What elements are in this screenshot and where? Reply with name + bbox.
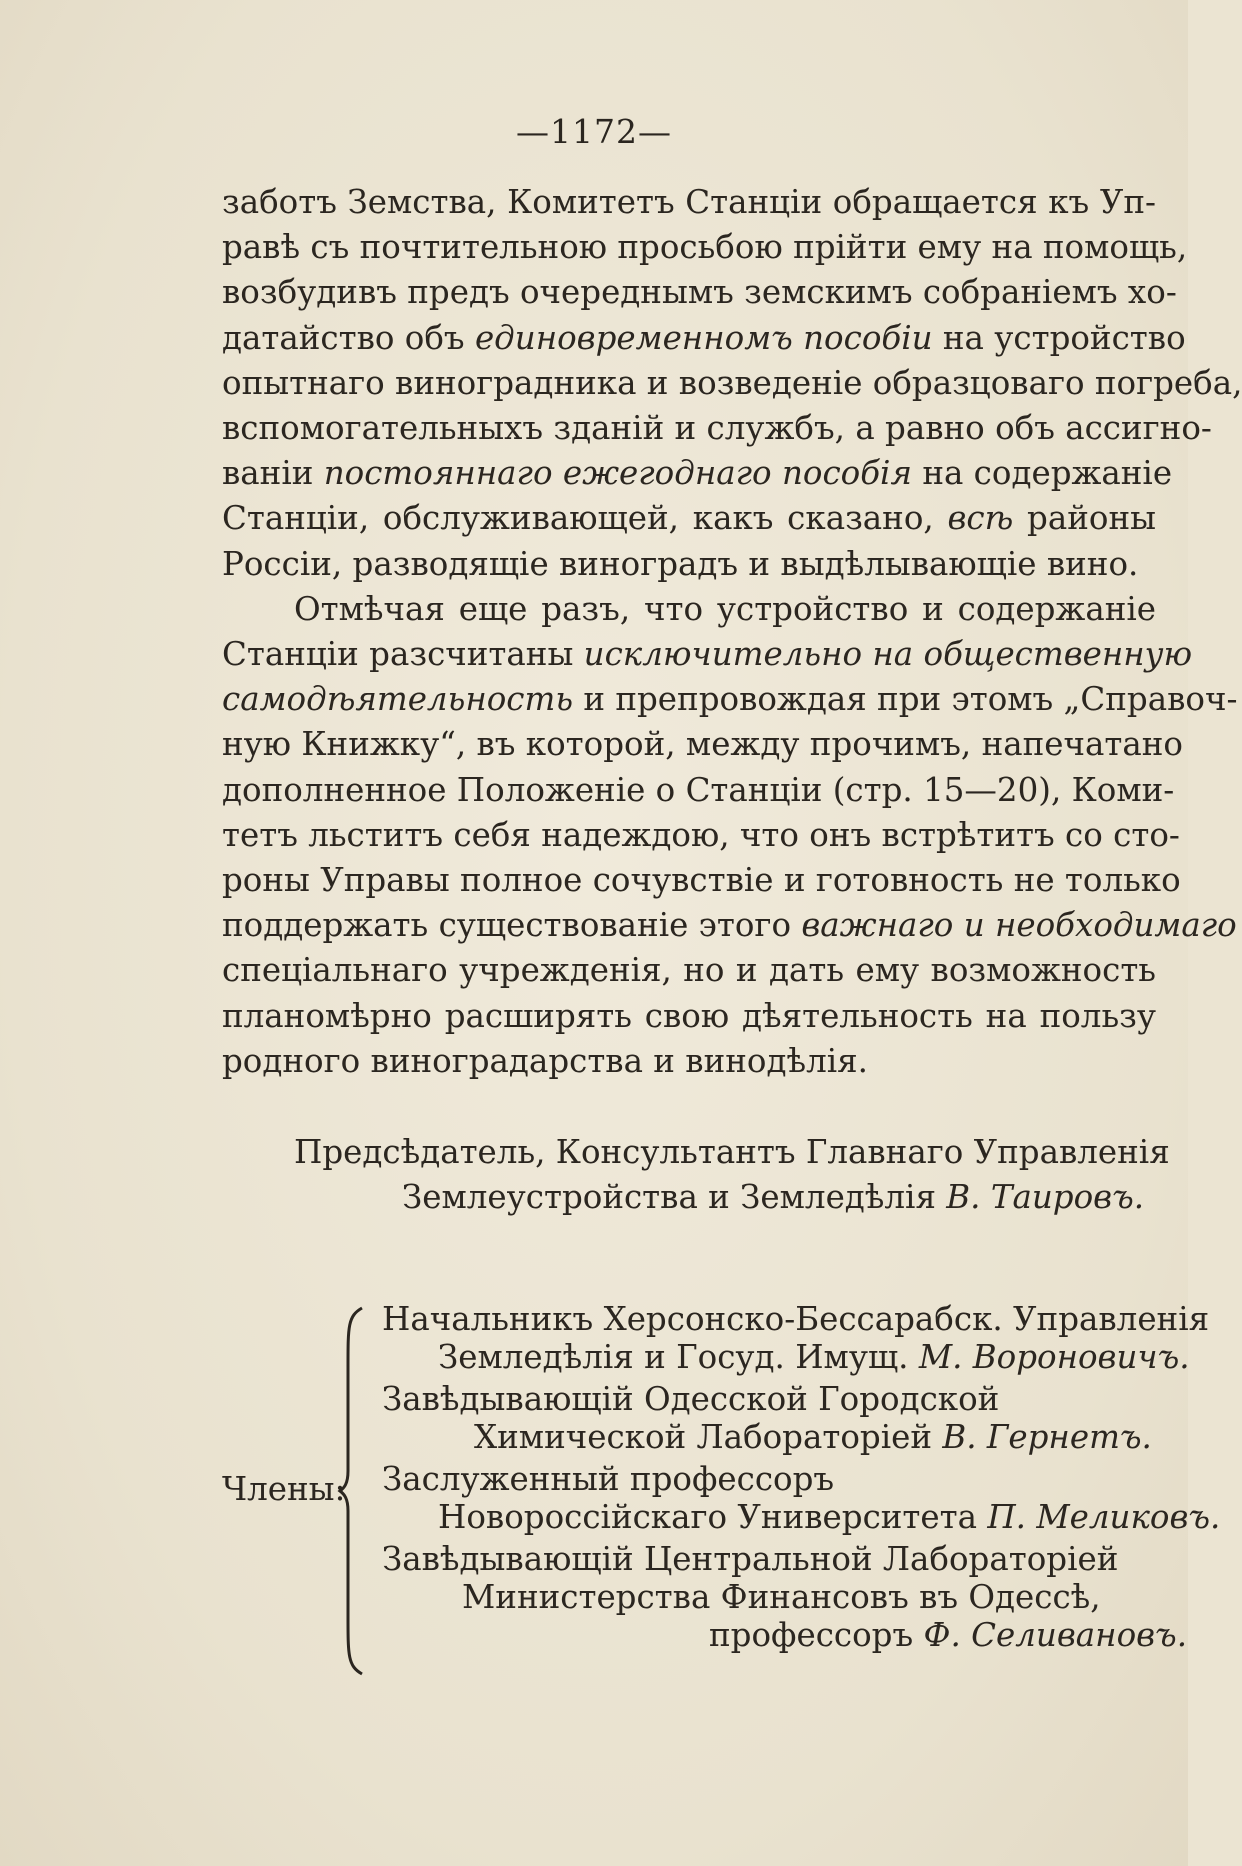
members-block — [222, 1300, 1221, 1680]
member-title: Заслуженный профессоръ — [382, 1460, 835, 1498]
text-line — [222, 316, 1186, 361]
member-entry — [382, 1460, 1221, 1536]
member-title: Начальникъ Херсонско-Бессарабск. Управленія — [382, 1300, 1210, 1338]
text-line — [222, 903, 1237, 948]
italic-run: самодѣятельность — [222, 680, 574, 719]
text-line — [222, 677, 1238, 722]
text-run: районы — [1013, 499, 1156, 538]
member-entry — [382, 1540, 1188, 1654]
text-run: и препровождая при этомъ „Справоч- — [573, 680, 1238, 719]
members-label: Члены: — [222, 1470, 346, 1508]
signature-title: Предсѣдатель, Консультантъ Главнаго Управленія — [294, 1133, 1170, 1171]
text-line: дополненное Положеніе о Станціи (стр. 15—20), Коми- — [222, 770, 1175, 809]
text-line: спеціальнаго учрежденія, но и дать ему возможность — [222, 951, 1156, 990]
text-run: Химической Лабораторіей — [474, 1418, 943, 1456]
text-line — [222, 496, 1156, 541]
member-entry — [382, 1380, 1156, 1456]
text-line: Россіи, разводящіе виноградъ и выдѣлывающіе вино. — [222, 544, 1139, 583]
italic-run: всѣ — [947, 499, 1014, 538]
member-line — [382, 1616, 1188, 1654]
member-name: П. Меликовъ. — [987, 1498, 1221, 1536]
paragraph-1 — [222, 180, 1242, 587]
signature-line — [222, 1175, 1156, 1220]
text-run: на устройство — [932, 318, 1186, 357]
text-run: датайство объ — [222, 318, 475, 357]
italic-run: исключительно на общественную — [583, 635, 1193, 674]
text-line: Отмѣчая еще разъ, что устройство и содержаніе — [294, 589, 1156, 628]
text-line: планомѣрно расширять свою дѣятельность на пользу — [222, 996, 1156, 1035]
chairman-signature — [222, 1130, 1170, 1220]
text-line — [222, 632, 1193, 677]
signatory-name: В. Таировъ. — [946, 1178, 1145, 1216]
text-line: тетъ льститъ себя надеждою, что онъ встрѣтитъ со сто- — [222, 815, 1180, 854]
text-line: ную Книжку“, въ которой, между прочимъ, напечатано — [222, 725, 1183, 764]
text-line: равѣ съ почтительною просьбою прійти ему на помощь, — [222, 228, 1188, 267]
member-title: Завѣдывающій Одесской Городской — [382, 1380, 1000, 1418]
member-line — [382, 1418, 1156, 1456]
member-line — [382, 1498, 1221, 1536]
member-line: Министерства Финансовъ въ Одессѣ, — [462, 1578, 1101, 1616]
members-list — [382, 1300, 1221, 1658]
text-line: заботъ Земства, Комитетъ Станціи обращается къ Уп- — [222, 183, 1156, 221]
brace-icon — [338, 1306, 368, 1676]
text-line: вспомогательныхъ зданій и службъ, а равно объ ассигно- — [222, 409, 1212, 448]
text-line: опытнаго виноградника и возведеніе образцоваго погреба, — [222, 363, 1242, 402]
body-text — [222, 180, 1242, 1084]
member-name: М. Вороновичъ. — [918, 1338, 1190, 1376]
text-run: профессоръ — [709, 1616, 924, 1654]
text-run: Землеустройства и Земледѣлія — [402, 1178, 947, 1216]
italic-run: постояннаго ежегоднаго пособія — [323, 454, 912, 493]
text-run: Станціи разсчитаны — [222, 635, 584, 674]
text-line — [222, 451, 1173, 496]
member-title: Завѣдывающій Центральной Лабораторіей — [382, 1540, 1119, 1578]
italic-run: единовременномъ пособіи — [474, 318, 933, 357]
italic-run: важнаго и необходимаго — [801, 906, 1237, 945]
text-run: ваніи — [222, 454, 324, 493]
text-run: Новороссійскаго Университета — [438, 1498, 988, 1536]
text-run: Земледѣлія и Госуд. Имущ. — [438, 1338, 919, 1376]
member-name: В. Гернетъ. — [942, 1418, 1152, 1456]
page-number: —1172— — [516, 112, 672, 151]
text-run: поддержать существованіе этого — [222, 906, 802, 945]
paragraph-2 — [222, 587, 1238, 1084]
member-entry — [382, 1300, 1210, 1376]
member-line — [382, 1338, 1190, 1376]
text-run: на содержаніе — [911, 454, 1173, 493]
text-run: Станціи, обслуживающей, какъ сказано, — [222, 499, 948, 538]
text-line: родного виноградарства и винодѣлія. — [222, 1041, 868, 1080]
member-name: Ф. Селивановъ. — [923, 1616, 1188, 1654]
text-line: возбудивъ предъ очереднымъ земскимъ собраніемъ хо- — [222, 273, 1177, 312]
text-line: роны Управы полное сочувствіе и готовность не только — [222, 861, 1181, 900]
